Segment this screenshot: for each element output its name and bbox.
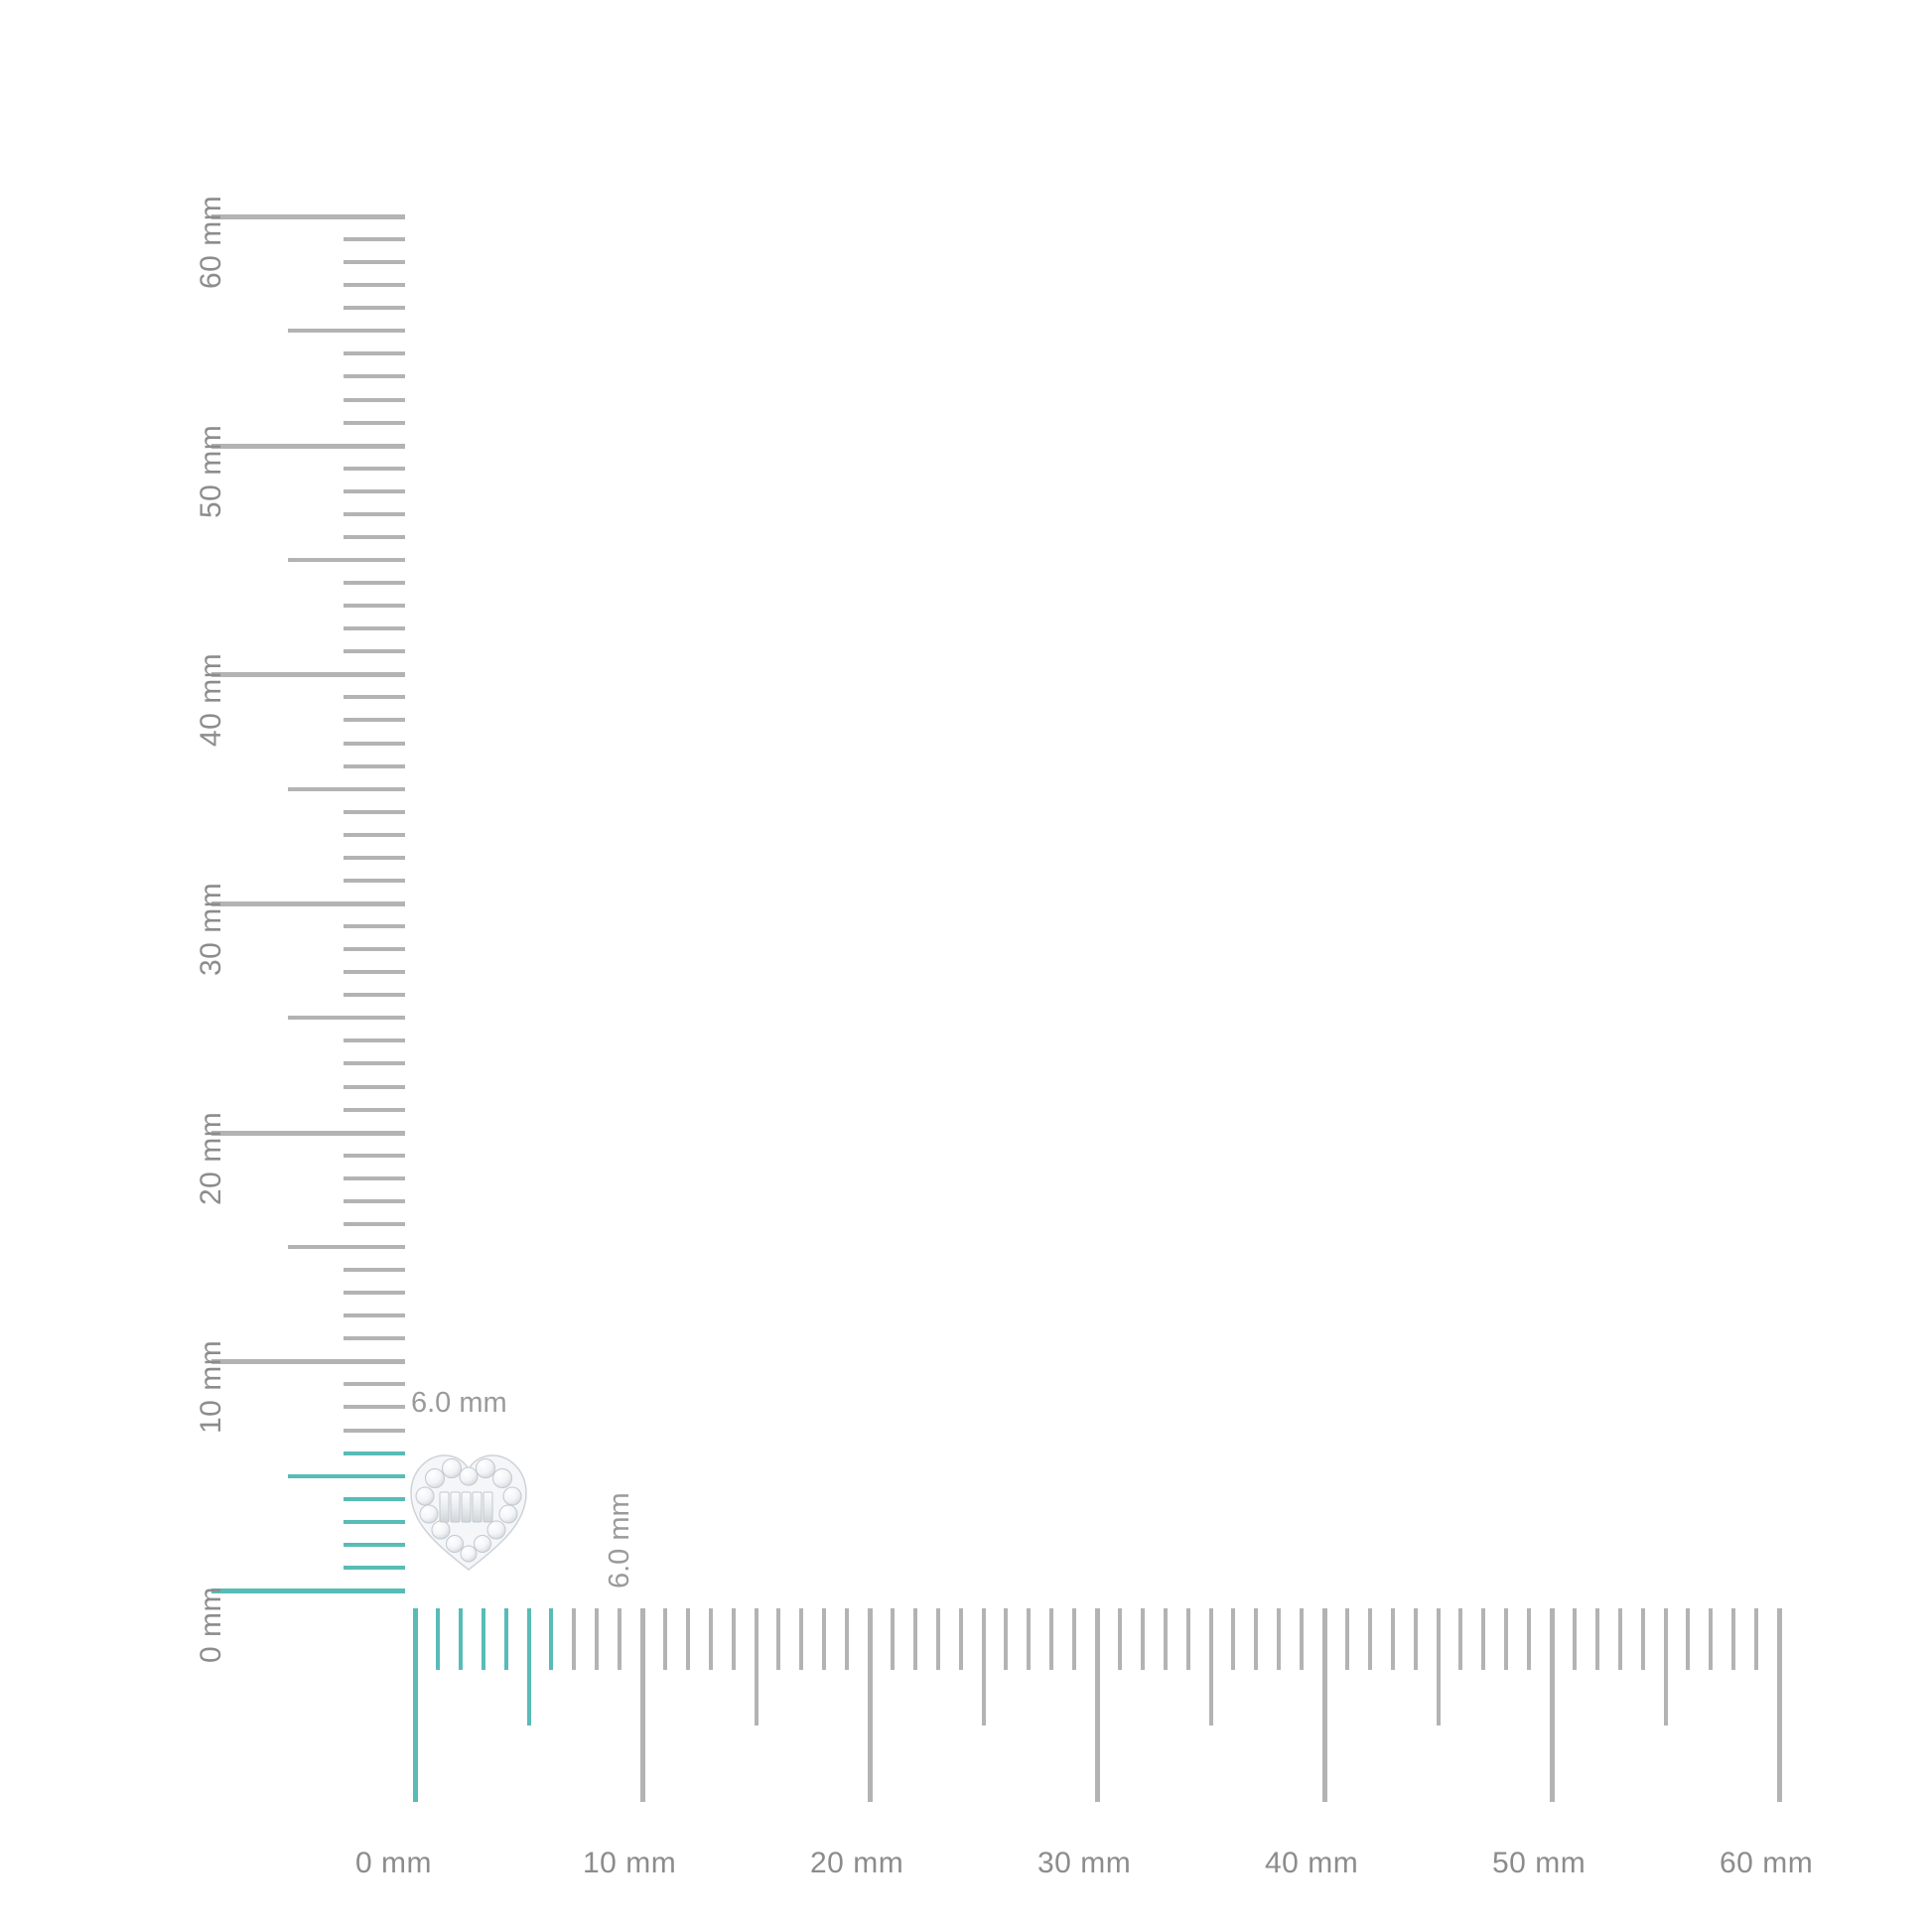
vertical-axis-label-50mm: 50 mm (195, 424, 227, 518)
horizontal-tick-37mm (1254, 1608, 1258, 1670)
vertical-tick-0mm (211, 1588, 405, 1593)
vertical-tick-41mm (344, 649, 405, 653)
horizontal-tick-31mm (1118, 1608, 1122, 1670)
horizontal-tick-47mm (1481, 1608, 1485, 1670)
horizontal-tick-52mm (1595, 1608, 1599, 1670)
vertical-tick-2mm (344, 1543, 405, 1547)
vertical-tick-26mm (344, 993, 405, 997)
horizontal-tick-19mm (845, 1608, 849, 1670)
horizontal-tick-9mm (618, 1608, 621, 1670)
horizontal-tick-10mm (640, 1608, 645, 1802)
horizontal-axis-label-10mm: 10 mm (583, 1847, 677, 1879)
horizontal-tick-59mm (1754, 1608, 1758, 1670)
horizontal-axis-label-40mm: 40 mm (1265, 1847, 1359, 1879)
horizontal-tick-35mm (1209, 1608, 1213, 1725)
horizontal-tick-45mm (1437, 1608, 1441, 1725)
vertical-tick-28mm (344, 947, 405, 951)
horizontal-tick-6mm (549, 1608, 553, 1670)
horizontal-tick-27mm (1027, 1608, 1031, 1670)
vertical-tick-37mm (344, 742, 405, 746)
horizontal-tick-42mm (1368, 1608, 1372, 1670)
vertical-tick-43mm (344, 604, 405, 608)
horizontal-tick-57mm (1709, 1608, 1713, 1670)
vertical-tick-24mm (344, 1038, 405, 1042)
horizontal-tick-43mm (1391, 1608, 1395, 1670)
horizontal-tick-26mm (1004, 1608, 1008, 1670)
vertical-tick-54mm (344, 351, 405, 355)
vertical-tick-44mm (344, 581, 405, 585)
horizontal-tick-51mm (1573, 1608, 1577, 1670)
horizontal-tick-4mm (504, 1608, 508, 1670)
vertical-tick-1mm (344, 1566, 405, 1570)
horizontal-tick-34mm (1186, 1608, 1190, 1670)
vertical-tick-48mm (344, 489, 405, 493)
horizontal-tick-5mm (527, 1608, 531, 1725)
vertical-tick-29mm (344, 924, 405, 928)
horizontal-tick-58mm (1731, 1608, 1735, 1670)
vertical-tick-60mm (211, 214, 405, 219)
vertical-axis-label-10mm: 10 mm (195, 1340, 227, 1435)
horizontal-tick-53mm (1618, 1608, 1622, 1670)
vertical-tick-9mm (344, 1382, 405, 1386)
product-image (405, 1445, 532, 1574)
horizontal-tick-39mm (1300, 1608, 1304, 1670)
horizontal-tick-21mm (891, 1608, 895, 1670)
horizontal-tick-24mm (959, 1608, 963, 1670)
horizontal-axis-label-60mm: 60 mm (1720, 1847, 1814, 1879)
horizontal-tick-8mm (595, 1608, 599, 1670)
vertical-tick-42mm (344, 626, 405, 630)
horizontal-tick-23mm (936, 1608, 940, 1670)
vertical-tick-59mm (344, 237, 405, 241)
vertical-tick-14mm (344, 1268, 405, 1272)
vertical-tick-12mm (344, 1313, 405, 1317)
vertical-tick-23mm (344, 1061, 405, 1065)
vertical-tick-18mm (344, 1176, 405, 1180)
horizontal-tick-41mm (1345, 1608, 1349, 1670)
vertical-axis-label-60mm: 60 mm (195, 195, 227, 289)
vertical-tick-5mm (288, 1474, 405, 1478)
vertical-tick-25mm (288, 1016, 405, 1020)
vertical-tick-47mm (344, 512, 405, 516)
horizontal-tick-18mm (822, 1608, 826, 1670)
vertical-tick-36mm (344, 764, 405, 768)
vertical-tick-56mm (344, 306, 405, 310)
horizontal-tick-46mm (1458, 1608, 1462, 1670)
vertical-tick-35mm (288, 787, 405, 791)
horizontal-tick-49mm (1527, 1608, 1531, 1670)
horizontal-tick-40mm (1322, 1608, 1327, 1802)
vertical-tick-45mm (288, 558, 405, 562)
vertical-tick-39mm (344, 695, 405, 699)
horizontal-tick-60mm (1777, 1608, 1782, 1802)
vertical-tick-34mm (344, 810, 405, 814)
vertical-axis-label-20mm: 20 mm (195, 1111, 227, 1205)
vertical-tick-7mm (344, 1429, 405, 1433)
vertical-tick-58mm (344, 260, 405, 264)
vertical-tick-16mm (344, 1222, 405, 1226)
vertical-tick-15mm (288, 1245, 405, 1249)
horizontal-tick-36mm (1231, 1608, 1235, 1670)
horizontal-tick-50mm (1550, 1608, 1555, 1802)
vertical-tick-49mm (344, 467, 405, 471)
vertical-tick-51mm (344, 421, 405, 425)
vertical-tick-22mm (344, 1085, 405, 1089)
horizontal-tick-12mm (686, 1608, 690, 1670)
vertical-tick-32mm (344, 856, 405, 860)
horizontal-tick-44mm (1414, 1608, 1418, 1670)
vertical-tick-31mm (344, 879, 405, 883)
vertical-tick-11mm (344, 1336, 405, 1340)
vertical-tick-19mm (344, 1154, 405, 1158)
horizontal-axis-label-30mm: 30 mm (1037, 1847, 1132, 1879)
vertical-tick-13mm (344, 1291, 405, 1295)
horizontal-tick-22mm (913, 1608, 917, 1670)
vertical-tick-33mm (344, 833, 405, 837)
vertical-tick-8mm (344, 1405, 405, 1409)
horizontal-tick-13mm (709, 1608, 713, 1670)
vertical-axis-label-0mm: 0 mm (195, 1587, 227, 1663)
vertical-tick-27mm (344, 970, 405, 974)
vertical-tick-20mm (211, 1131, 405, 1136)
vertical-tick-4mm (344, 1497, 405, 1501)
horizontal-tick-15mm (755, 1608, 759, 1725)
vertical-tick-30mm (211, 901, 405, 906)
horizontal-tick-33mm (1164, 1608, 1168, 1670)
horizontal-tick-2mm (459, 1608, 463, 1670)
horizontal-tick-16mm (776, 1608, 780, 1670)
vertical-tick-50mm (211, 444, 405, 449)
vertical-tick-10mm (211, 1359, 405, 1364)
horizontal-tick-0mm (413, 1608, 418, 1802)
horizontal-tick-32mm (1141, 1608, 1145, 1670)
vertical-tick-52mm (344, 398, 405, 402)
horizontal-tick-25mm (982, 1608, 986, 1725)
horizontal-tick-56mm (1686, 1608, 1690, 1670)
horizontal-tick-11mm (663, 1608, 667, 1670)
horizontal-tick-14mm (732, 1608, 736, 1670)
vertical-tick-55mm (288, 329, 405, 333)
vertical-tick-6mm (344, 1451, 405, 1455)
width-measurement-label: 6.0 mm (411, 1387, 507, 1419)
vertical-tick-53mm (344, 374, 405, 378)
vertical-tick-57mm (344, 283, 405, 287)
vertical-tick-46mm (344, 535, 405, 539)
vertical-tick-38mm (344, 718, 405, 722)
horizontal-tick-3mm (482, 1608, 485, 1670)
vertical-axis-label-40mm: 40 mm (195, 653, 227, 748)
horizontal-axis-label-50mm: 50 mm (1492, 1847, 1587, 1879)
vertical-tick-21mm (344, 1108, 405, 1112)
horizontal-tick-29mm (1072, 1608, 1076, 1670)
horizontal-tick-1mm (436, 1608, 440, 1670)
horizontal-tick-17mm (799, 1608, 803, 1670)
vertical-tick-40mm (211, 672, 405, 677)
horizontal-tick-7mm (572, 1608, 576, 1670)
horizontal-tick-28mm (1049, 1608, 1053, 1670)
horizontal-tick-55mm (1664, 1608, 1668, 1725)
horizontal-axis-label-20mm: 20 mm (810, 1847, 904, 1879)
vertical-tick-3mm (344, 1520, 405, 1524)
horizontal-tick-38mm (1277, 1608, 1281, 1670)
height-measurement-label: 6.0 mm (604, 1492, 635, 1588)
vertical-axis-label-30mm: 30 mm (195, 882, 227, 976)
horizontal-tick-48mm (1504, 1608, 1508, 1670)
horizontal-tick-20mm (868, 1608, 873, 1802)
horizontal-tick-30mm (1095, 1608, 1100, 1802)
horizontal-tick-54mm (1641, 1608, 1645, 1670)
vertical-tick-17mm (344, 1199, 405, 1203)
horizontal-axis-label-0mm: 0 mm (355, 1847, 432, 1879)
